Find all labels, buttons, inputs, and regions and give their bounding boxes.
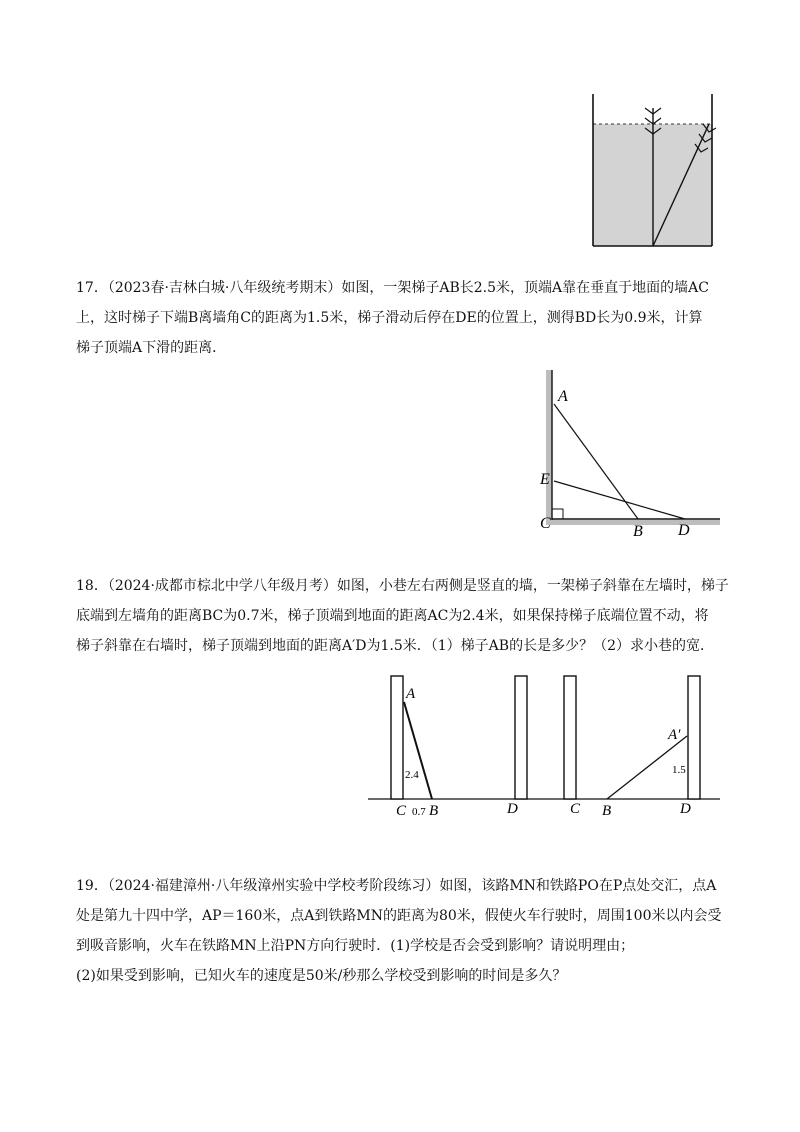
q17-line-1: 17．（2023春·吉林白城·八年级统考期末）如图，一架梯子AB长2.5米，顶端A靠在垂直于地面的墙AC xyxy=(76,280,709,296)
q18-label-A: A xyxy=(406,686,416,702)
q18-line-2: 底端到左墙角的距离BC为0.7米，梯子顶端到地面的距离AC为2.4米，如果保持梯子底端位置不动，将 xyxy=(76,608,709,624)
q18-left-wall-2 xyxy=(564,676,576,799)
question-18 xyxy=(76,571,736,661)
q17-label-E: E xyxy=(540,471,550,488)
water-container-figure xyxy=(585,92,721,252)
q18-value-07: 0.7 xyxy=(412,806,426,818)
q19-line-3: 到吸音影响，火车在铁路MN上沿PN方向行驶时．(1)学校是否会受到影响？请说明理由； xyxy=(76,938,635,954)
q18-value-15: 1.5 xyxy=(672,764,686,776)
q17-wall xyxy=(546,370,552,520)
q18-label-B-right: B xyxy=(602,803,612,819)
q17-label-A: A xyxy=(558,388,568,405)
q17-right-angle xyxy=(552,509,563,519)
question-17 xyxy=(76,273,736,363)
q19-line-4: (2)如果受到影响，已知火车的速度是50米/秒那么学校受到影响的时间是多久？ xyxy=(76,968,567,984)
q18-value-24: 2.4 xyxy=(405,769,419,781)
q17-label-B: B xyxy=(633,523,643,540)
q17-ladder-ED xyxy=(554,481,685,519)
q17-line-2: 上，这时梯子下端B离墙角C的距离为1.5米，梯子滑动后停在DE的位置上，测得BD长为0.9米，计算 xyxy=(76,310,703,326)
q17-ladder-figure xyxy=(530,368,730,540)
q18-line-1: 18．（2024·成都市棕北中学八年级月考）如图，小巷左右两侧是竖直的墙，一架梯子斜靠在左墙时，梯子 xyxy=(76,578,729,594)
q18-ladder-left xyxy=(404,702,432,799)
q17-label-D: D xyxy=(678,522,690,539)
q19-line-2: 处是第九十四中学，AP＝160米，点A到铁路MN的距离为80米，假使火车行驶时，周围100米以内会受 xyxy=(76,908,722,924)
q18-label-C-left: C xyxy=(396,803,407,819)
q18-right-wall-1 xyxy=(515,676,527,799)
q18-alley-figure xyxy=(366,672,726,822)
q17-label-C: C xyxy=(540,515,551,532)
q18-line-3: 梯子斜靠在右墙时，梯子顶端到地面的距离A′D为1.5米．（1）梯子AB的长是多少？（2）求小巷的宽． xyxy=(76,638,714,654)
question-19 xyxy=(76,871,736,991)
q18-label-B-left: B xyxy=(429,803,439,819)
q19-line-1: 19．（2024·福建漳州·八年级漳州实验中学校考阶段练习）如图，该路MN和铁路PO在P点处交汇，点A xyxy=(76,878,717,894)
q18-label-C-right: C xyxy=(570,801,581,817)
q18-label-D-left: D xyxy=(507,801,518,817)
q18-label-D-right: D xyxy=(680,801,691,817)
q17-line-3: 梯子顶端A下滑的距离． xyxy=(76,340,227,356)
q18-right-wall-2 xyxy=(688,676,700,799)
q18-label-A-prime: A′ xyxy=(668,727,681,743)
q18-left-wall-1 xyxy=(391,676,403,799)
